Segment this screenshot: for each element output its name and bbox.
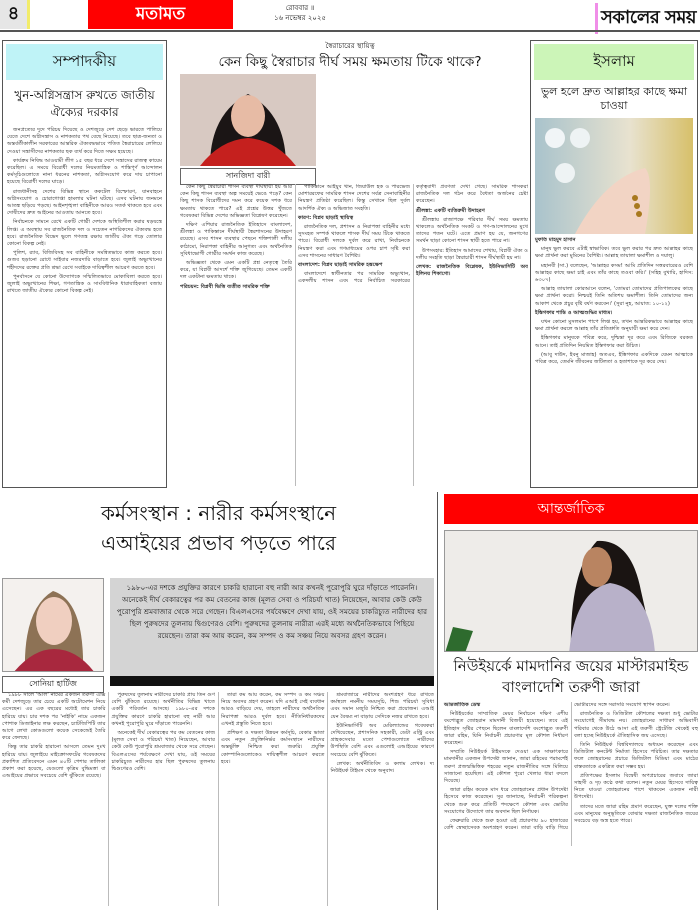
islam-section-title: ইসলাম [534,44,694,80]
paragraph: ১৯৮৮ সালে 'আল' নামের একজন তরুণী এক্সি কর্মী দেশজুড়ে তার চেয়ে একটি অটোমেশন নিয়ে এসেছেন। এর এক বছরের মধ্যেই তার চাকরি হারিয়ে যায়। চার দশক পর 'নাইকি' নামে একজন পোশাক ডিজাইনার লক্ষ করছেন, চ্যাটজিপিটি তার আগে লেখা কোডগুলো কয়েক সেকেন্ডেই তৈরি করে ফেলছে। [2,692,106,742]
paragraph: বাংলাদেশে স্বাধীনতার পর সামরিক অভ্যুত্থান, একদলীয় শাসন এবং পরে নির্বাচিত সরকারের কর্তৃত্ববাদী প্রবণতা দেখা গেছে। সামরিক শাসকরা রাজনৈতিক দল গঠন করে বৈধতা অর্জনের চেষ্টা করেছেন। [298,184,528,285]
paragraph: মুফতি মাহমুদ হাসান [535,237,576,243]
international-headline: নিউইয়র্কে মামদানির জয়ের মাস্টারমাইন্ড বাংলাদেশি তরুণী জারা [453,657,689,696]
author-photo [180,74,316,166]
employment-headline: কর্মসংস্থান : নারীর কর্মসংস্থানে এআইয়ের প্রভাব পড়তে পারে [100,501,337,555]
paragraph: সম্প্রতি নিউইয়র্ক টাইমসকে দেওয়া এক সাক্ষাৎকারে মামদানীর একজন উপদেষ্টা জানান, জারা রহিমের পরামর্শেই তরুণ প্রজন্মভিত্তিক শহরের নতুন রাজনীতির সঙ্গে মিলিয়ে সাজানো হয়েছিল। এই কৌশল পুরো খেলার ধারা বদলে দিয়েছে। [444,749,568,785]
international-paragraphs [444,702,698,832]
paragraph: তারা কম আয় করেন, কম সম্পদ ও কম সঞ্চয় নিয়ে অবসর গ্রহণ করেন। যদি এআই সেই ব্যবধান আরও বাড়িয়ে দেয়, তাহলে নারীদের অর্থনৈতিক নিরাপত্তা আরও দুর্বল হবে। নীতিনির্ধারকদের এখনই প্রস্তুতি নিতে হবে। [221,692,325,727]
paragraph: (আবু দাউদ, ইবনু মাজাহ) অতএব, ইস্তিগফার একদিকে যেমন আত্মাকে পবিত্র করে, তেমনি জীবনের জটিলতা ও হতাশাকে দূর করে দেয়। [535,351,693,366]
paragraph: অভিজ্ঞতা থেকে এমন একটি প্রশ্ন নেতৃত্বে তৈরি করে, যা বিপ্লবী আদর্শে শক্তি জুগিয়েছে। তেমন একটি দল একটানা ক্ষমতায় থাকে। [180,260,292,281]
islam-box [530,40,698,488]
paragraph: আল্লাহ তায়ালা কোরআনে বলেন, 'তোমরা তোমাদের প্রতিপালকের কাছে ক্ষমা প্রার্থনা করো। নিশ্চয়ই তিনি অতিশয় ক্ষমাশীল। তিনি তোমাদের জন্য আকাশ থেকে প্রচুর বৃষ্টি বর্ষণ করবেন।' (সুরা নুহ, আয়াত: ১০-১২) [535,286,693,307]
author-portrait-image [180,74,316,166]
paragraph: কার্যক্রম নিষিদ্ধ আওয়ামী লীগ ১৫ বছর ধরে দেশে সন্ত্রাসের রাজত্ব কায়েম করেছিল। এ সময়ে বিরোধী দলের নিয়মতান্ত্রিক ও শান্তিপূর্ণ আন্দোলন কর্মসূচিগুলোতে নানা ধরনের নাশকতা, অগ্নিসংযোগ করে দায় চাপানো হয়েছে বিরোধী দলের ঘাড়ে। [7,157,162,186]
paragraph: কারণ: বিপ্লব ছাড়াই স্থায়িত্ব [298,214,354,221]
paragraph: কিন্তু তার চাকরি হারানো আসলে তেমন দুঃখ হারিয়ে যায়। জুলাইয়ে মাইক্রোসফটের গবেষকদের প্রকাশিত প্রতিবেদনে এমন ৪০টি পেশার তালিকা প্রকাশ করা হয়েছে, যেগুলো কৃত্রিম বুদ্ধিমত্তা বা এআইয়ের প্রভাবে সবচেয়ে বেশি ঝুঁকিতে রয়েছে। [2,744,106,780]
newspaper-logo: সকালের সময় [595,3,696,34]
paragraph: শ্রীলঙ্কায় রাজাপক্ষে পরিবার দীর্ঘ সময় ক্ষমতায় থাকলেও অর্থনৈতিক সংকট ও গণ-আন্দোলনের মুখে তাদের পতন ঘটে। এতে প্রমাণ হয় যে, জনগণের সমর্থন ছাড়া কোনো শাসন স্থায়ী হতে পারে না। [416,216,528,245]
paragraph: পাকিস্তানে আইয়ুব খান, জিয়াউল হক ও পারভেজ মোশাররফের সামরিক শাসন দেশের সর্বত্র সেনাবাহিনীর নিয়ন্ত্রণ প্রতিষ্ঠা করেছিল। কিন্তু সেখানে ছিল দুর্বল আদর্শিক ঐক্য ও অভিজাত সংহতি। [298,184,410,212]
author-caption: সানজিদা বারী [180,168,316,185]
paragraph: শ্রমবাজারে নারীদের অংশগ্রহণ ধরে রাখতে কর্মস্থলে নমনীয় সময়সূচি, শিশু পরিচর্যা সুবিধা এবং সমান মজুরি নিশ্চিত করা প্রয়োজন। এআই যেন বৈষম্য না বাড়ায় সেদিকে নজর রাখতে হবে। [330,692,434,720]
editorial-section-title: সম্পাদকীয় [6,44,163,80]
header-divider [0,30,700,32]
main-headline: কেন কিছু স্বৈরাচার দীর্ঘ সময় ক্ষমতায় টিকে থাকে? [218,54,482,70]
page-number: ৪ [0,0,30,29]
paragraph: ফেব্রুয়ারি থেকে শুরু হওয়া এই প্রচারণায় ৯০ হাজারের বেশি স্বেচ্ছাসেবক অংশগ্রহণ করেন। তারা বাড়ি বাড়ি গিয়ে ভোটারদের সঙ্গে সরাসরি সংযোগ স্থাপন করেন। [444,702,670,832]
paragraph: পুনর্বাসনে যে কোনো উদ্যোগকে সম্মিলিতভাবে মোকাবিলা করতে হবে। জুলাই অভ্যুত্থানের শিক্ষা, গণতান্ত্রিক ও সাংবিধানিক ধারাবাহিকতা বজায় রাখতে জাতীয় ঐক্যের কোনো বিকল্প নেই। [7,273,162,295]
employment-body [2,692,434,906]
paragraph: প্রতিপক্ষের ইসলাম বিদ্বেষী অপপ্রচারের জবাবে জারা সাহসী ও দৃঢ় কণ্ঠে কথা বলেন। নতুন মেয়র হিসেবে দায়িত্ব নিতে যাওয়া জোহরানের পাশে থাকবেন একজন নারী উপদেষ্টা। [574,772,698,801]
paragraph: ইস্তিগফার শান্তি ও আত্মশুদ্ধির মাধ্যম। [535,309,613,316]
paragraph: জনপ্রত্যের দুদে পরিচয় দিয়েছে ও দেশজুড়ে দেশ ছেড়ে ভারতে পালিয়ে যেতে দেশে অগ্নিসন্ত্রাস ও নাশকতার পথ বেছে নিয়েছে। তবে ছাত্র-জনতা ও অন্তর্বর্তীকালীন সরকারের আন্তরিক ঐক্যবদ্ধভাবে পতিত স্বৈরাচারের লেলিয়ে দেওয়া সন্ত্রাসীদের নাশকতার ছক ব্যর্থ করে দিতে সক্ষম হয়েছে। [7,127,162,155]
issue-date [245,3,355,23]
paragraph: রাজধানীসহ দেশের বিভিন্ন স্থানে ককটেল বিস্ফোরণ, যানবাহনে অগ্নিসংযোগ ও চোরাগোপ্তা হামলার ঘটনা ঘটছে। এসব ঘটনায় জনমনে আতঙ্ক ছড়িয়ে পড়ছে। আইনশৃঙ্খলা বাহিনীকে আরও সতর্ক থাকতে হবে এবং দোষীদের দ্রুত আইনের আওতায় আনতে হবে। [7,188,162,217]
editorial-box [2,40,167,488]
main-body [180,184,528,486]
international-photo [444,530,698,652]
international-body [442,702,700,846]
islam-headline: ভুল হলে দ্রুত আল্লাহর কাছে ক্ষমা চাওয়া [540,85,688,112]
paragraph: পুলিশ, র‍্যাব, বিজিবিসহ সব বাহিনীকে সমন্বিতভাবে কাজ করতে হবে। গুজব ছড়ানো রোধে সাইবার নজরদারি বাড়াতে হবে। জুলাই অভ্যুত্থানের শহীদদের রক্তের প্রতি শ্রদ্ধা রেখে সবাইকে দায়িত্বশীল আচরণ করতে হবে। [7,250,162,271]
praying-hands-image [535,118,693,234]
issue-day: রোববার ॥ [285,4,315,12]
paragraph: যখন কোনো মুসলমান পাপে লিপ্ত হয়, তখন আন্তরিকভাবে আল্লাহর কাছে ক্ষমা প্রার্থনা করলে আল্লাহ তাঁর প্রতিশ্রুতি অনুযায়ী ক্ষমা করে দেন। [535,319,693,333]
editorial-headline: খুন-অগ্নিসন্ত্রাস রুখতে জাতীয় ঐক্যের দরকার [14,88,155,119]
paragraph: দক্ষিণ এশিয়ার রাজনৈতিক ইতিহাসে বাংলাদেশ, শ্রীলঙ্কা ও পাকিস্তানে দীর্ঘস্থায়ী স্বৈরশাসনের উদাহরণ রয়েছে। এসব শাসন ব্যবস্থার পেছনে শক্তিশালী দলীয় কাঠামো, নিরাপত্তা বাহিনীর আনুগত্য এবং অর্থনৈতিক সুবিধাভোগী গোষ্ঠীর সমর্থন কাজ করেছে। [180,222,292,257]
main-article [172,38,528,490]
paragraph: ইউনিভার্সিটি অব মেরিল্যান্ডের গবেষকরা দেখিয়েছেন, প্রশাসনিক সহকারী, ডেটা এন্ট্রি এবং গ্রাহকসেবার মতো পেশাগুলোতে নারীদের উপস্থিতি বেশি এবং এগুলোই এআইয়ের কারণে সবচেয়ে বেশি ঝুঁকিতে। [330,722,434,758]
paragraph: লেখক: রাজনৈতিক বিশ্লেষক, ইউনিভার্সিটি অব ইলিনয় শিকাগো। [416,264,528,278]
islam-photo [535,118,693,234]
paragraph: উপসংহার: ইতিহাস আমাদের শেখায়, বিপ্লবী ঐক্য ও দলীয় সংহতি ছাড়া স্বৈরাচারী শাসন দীর্ঘস্থায়ী হয় না। [416,247,528,261]
paragraph: মানুষ ভুল করবে এটাই স্বাভাবিক। তবে ভুল করার পর দ্রুত আল্লাহর কাছে ক্ষমা প্রার্থনা করা মুমিনের বৈশিষ্ট্য। আল্লাহ তায়ালা ক্ষমাশীল ও দয়ালু। [535,246,693,260]
paragraph: মহানবী (সা.) বলেছেন, 'আল্লাহর কসম! আমি প্রতিদিন সত্তরবারেরও বেশি আল্লাহর কাছে ক্ষমা চাই এবং তাঁর কাছে তওবা করি।' (সহিহ বুখারি, হাদিস: ৬৩০৭) [535,262,693,284]
paragraph: বাংলাদেশ: বিপ্লব ছাড়াই সামরিক হস্তক্ষেপ [298,262,383,269]
lead-bar [110,676,434,686]
zara-rahim-image [445,531,698,652]
international-article [442,494,700,910]
paragraph: কেন কিছু স্বৈরাচারী শাসন ব্যবস্থা দীর্ঘস্থায়ী হয় আর কেন কিছু শাসন ব্যবস্থা অল্প সময়েই ভেঙে পড়ে? কেন কিছু শাসক বিরোধীদের দমন করে কয়েক দশক ধরে ক্ষমতায় থাকতে পারে? এই প্রশ্নের উত্তর খুঁজতে গবেষকরা বিভিন্ন দেশের অভিজ্ঞতা বিশ্লেষণ করেছেন। [180,184,292,219]
employment-article [0,492,438,910]
section-title: মতামত [88,0,233,29]
issue-date-text: ১৬ নভেম্বর ২০২৫ [274,14,326,22]
columnist-photo [2,578,104,672]
paragraph: প্রশিক্ষণ ও দক্ষতা উন্নয়ন কর্মসূচি, বেকার ভাতা এবং নতুন প্রযুক্তিনির্ভর কর্মসংস্থানে নারীদের অন্তর্ভুক্তি নিশ্চিত করা জরুরি। প্রযুক্তি কোম্পানিগুলোকেও দায়িত্বশীল আচরণ করতে হবে। [221,730,325,765]
paragraph: নির্বাচনকে সামনে রেখে একটি গোষ্ঠী দেশকে অস্থিতিশীল করার ষড়যন্ত্রে লিপ্ত। এ অবস্থায় সব রাজনৈতিক দল ও সচেতন নাগরিকদের ঐক্যবদ্ধ হতে হবে। রাজনৈতিক বিভেদ ভুলে গণতন্ত্র রক্ষায় জাতীয় ঐক্য গড়ে তোলার কোনো বিকল্প নেই। [7,219,162,248]
paragraph: রাজনৈতিক ও ডিজিটাল কৌশলের দক্ষতা শুধু ভোটার সংযোগেই সীমাবদ্ধ নয়। জোহরানের সাধারণ অভিবাসী পরিবার থেকে উঠে আসা এই তরুণী স্ট্রেটেজি থেকেই বহু বলা হচ্ছে নিউইয়র্কে ঐতিহাসিক জয় এসেছে। [574,711,698,739]
columnist-portrait-image [3,579,104,672]
paragraph: নিউইয়র্কের সাম্প্রতিক মেয়র নির্বাচনে দক্ষিণ এশীয় বংশোদ্ভূত জোহরান মামদানী বিজয়ী হয়েছেন। তবে এই ইতিহাস সৃষ্টির পেছনে ছিলেন বাংলাদেশি বংশোদ্ভূত তরুণী জারা রহিম, যিনি নির্বাচনী প্রচারণার মূল কৌশল নির্ধারণ করেছেন। [444,711,568,747]
paragraph: পরিচয়ন: বিপ্লবী ভিত্তি ব্যতীত সামরিক শক্তি [180,283,270,290]
paragraph: তাদের মতে জারা রহিম প্রমাণ করেছেন, যুক্ত দলের শক্তি এবং মানুষের অনুভূতিকে বোঝার দক্ষতা রাজনৈতিক জয়ের সবচেয়ে বড় অস্ত্র হতে পারে। [574,803,698,825]
paragraph: ইস্তিগফার মানুষকে পবিত্র করে, দুশ্চিন্তা দূর করে এবং রিজিকে বরকত আনে। তাই প্রতিদিন নিয়মিত ইস্তিগফার করা উচিত। [535,335,693,349]
international-desk: আন্তর্জাতিক ডেস্ক [444,702,481,708]
paragraph: তিনি নিউইয়র্ক বিশ্ববিদ্যালয়ে অধ্যয়ন করেছেন এবং ডিজিটাল কনটেন্ট নির্মাতা হিসেবে পরিচিত। তার দক্ষতার ফলে জোহরানের প্রচারে ডিজিটাল মিডিয়া এবং মাঠের বাস্তবতাকে একত্রিত করা সম্ভব হয়। [574,742,698,770]
main-kicker: স্বৈরাচারের স্থায়িত্ব [325,42,375,50]
international-section-title: আন্তর্জাতিক [444,494,698,524]
editorial-body [3,125,166,485]
paragraph: অনেকেই দীর্ঘ বেকারত্বের পর কম বেতনের কাজ (মূলত সেবা ও পরিচর্যা খাত) নিয়েছেন, আবার কেউ কেউ পুরোপুরি শ্রমবাজার থেকে সরে গেছেন। বিএলএসের পর্যবেক্ষণে দেখা যায়, ওই সময়ের চাকরিচ্যুত নারীদের হার ছিল পুরুষদের তুলনায় দ্বিগুণেরও বেশি। [111,730,215,773]
paragraph: লেখক: অর্থনীতিবিদ ও কলাম লেখক। দ্য নিউইয়র্ক টাইমস থেকে অনুবাদ। [330,760,434,775]
paragraph: শ্রীলঙ্কা: একটি ব্যতিক্রমী উদাহরণ [416,207,485,214]
islam-body [531,237,697,487]
employment-lead: ১৯৮০-এর দশকে প্রযুক্তির কারণে চাকরি হারানো বহু নারী আর কখনই পুরোপুরি ঘুরে দাঁড়াতে পারেননি। অনেকেই দীর্ঘ বেকারত্বের পর কম বেতনের কাজ (মূলত সেবা ও পরিচর্যা খাত) নিয়েছেন, আবার কেউ কেউ পুরোপুরি শ্রমবাজার থেকে সরে গেছেন। বিএলএসের পর্যবেক্ষণে দেখা যায়, ওই সময়ের চাকরিচ্যুত নারীদের হার ছিল পুরুষদের তুলনায় দ্বিগুণেরও বেশি। পুরুষদের তুলনায় নারীরা এরই মধ্যে অর্থনৈতিকভাবে পিছিয়ে রয়েছেন। তারা কম আয় করেন, কম সম্পদ ও কম সঞ্চয় নিয়ে অবসর গ্রহণ করেন। [110,578,434,676]
paragraph: জারা রহিম কয়েক মাস ধরে জোহরানের প্রধান উপদেষ্টা হিসেবে কাজ করেছেন। সুর জানাচ্ছে, নির্বাচনী পরিকল্পনা থেকে শুরু করে প্রতিটি পদক্ষেপে কৌশল এবং ভোটার সংযোগের উদ্যোগে তার অবদান ছিল নির্ণায়ক। [444,787,568,815]
paragraph: পুরুষদের তুলনায় নারীদের চাকরি প্রায় তিন গুণ বেশি ঝুঁকিতে রয়েছে। অর্থনীতির বিভিন্ন খাতে একটি পরিবর্তন আসছে। ১৯৮০-এর দশকে প্রযুক্তির কারণে চাকরি হারানো বহু নারী আর কখনই পুরোপুরি ঘুরে দাঁড়াতে পারেননি। [111,692,215,727]
paragraph: রাজনৈতিক দল, প্রশাসন ও নিরাপত্তা বাহিনীর মধ্যে সুসংহত সম্পর্ক থাকলে শাসক দীর্ঘ সময় টিকে থাকতে পারে। বিরোধী দলকে দুর্বল করে রাখা, নির্বাচনকে নিয়ন্ত্রণ করা এবং গণমাধ্যমের ওপর চাপ সৃষ্টি করা এসব শাসনের সাধারণ বৈশিষ্ট্য। [298,224,410,259]
columnist-caption: সোনিয়া হার্টিজ [2,676,104,693]
